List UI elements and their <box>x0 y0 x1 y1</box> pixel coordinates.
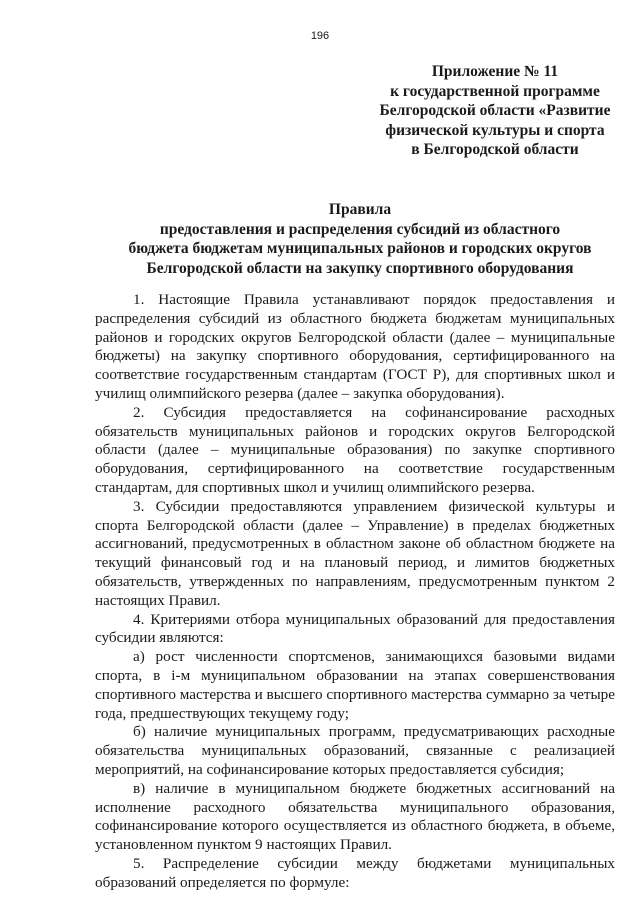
appendix-line: Белгородской области «Развитие <box>379 102 611 119</box>
paragraph-5: 5. Распределение субсидии между бюджетами муниципальных образований определяется по формуле: <box>95 854 615 891</box>
title-line: бюджета бюджетам муниципальных районов и городских округов <box>128 240 592 257</box>
appendix-line: физической культуры и спорта <box>385 121 605 139</box>
criterion-c: в) наличие в муниципальном бюджете бюджетных ассигнований на исполнение расходного обязательства муниципального образования, софинансирование которого осуществляется из областного бюджета, в объеме, установленном пунктом 9 настоящих Правил. <box>95 779 615 854</box>
paragraph-2: 2. Субсидия предоставляется на софинансирование расходных обязательств муниципальных районов и городских округов Белгородской области (далее – муниципальные образования) по закупке спортивного оборудования, сертифицированного на соответствие государственным стандартам, для спортивных школ и училищ олимпийского резерва. <box>95 403 615 496</box>
document-title <box>80 200 640 278</box>
title-heading: Правила <box>328 201 392 218</box>
title-line: предоставления и распределения субсидий из областного <box>159 220 561 238</box>
paragraph-1: 1. Настоящие Правила устанавливают порядок предоставления и распределения субсидий из областного бюджета бюджетам муниципальных районов и городских округов Белгородской области (далее – муниципальные бюджеты) на закупку спортивного оборудования, сертифицированного на соответствие государственным стандартам (ГОСТ Р), для спортивных школ и училищ олимпийского резерва (далее – закупка оборудования). <box>95 291 615 402</box>
criterion-b: б) наличие муниципальных программ, предусматривающих расходные обязательства муниципальных образований, связанные с реализацией мероприятий, на софинансирование которых предоставляется субсидия; <box>95 723 615 778</box>
paragraph-4: 4. Критериями отбора муниципальных образований для предоставления субсидии являются: <box>95 610 615 647</box>
title-line: Белгородской области на закупку спортивного оборудования <box>146 259 574 277</box>
appendix-line: в Белгородской области <box>411 141 579 158</box>
criterion-a: а) рост численности спортсменов, занимающихся базовыми видами спорта, в i-м муниципальном образовании на этапах совершенствования спортивного мастерства и высшего спортивного мастерства суммарно за четыре года, предшествующих текущему году; <box>95 648 615 722</box>
appendix-header <box>350 62 640 160</box>
document-body <box>95 291 615 893</box>
paragraph-3: 3. Субсидии предоставляются управлением физической культуры и спорта Белгородской области (далее – Управление) в пределах бюджетных ассигнований, предусмотренных в областном законе об областном бюджете на текущий финансовый год и на плановый период, и лимитов бюджетных обязательств, утвержденных по направлениям, предусмотренным пунктом 2 настоящих Правил. <box>95 497 615 609</box>
page-number: 196 <box>310 30 330 42</box>
appendix-line: к государственной программе <box>390 82 600 100</box>
appendix-line: Приложение № 11 <box>431 63 559 80</box>
